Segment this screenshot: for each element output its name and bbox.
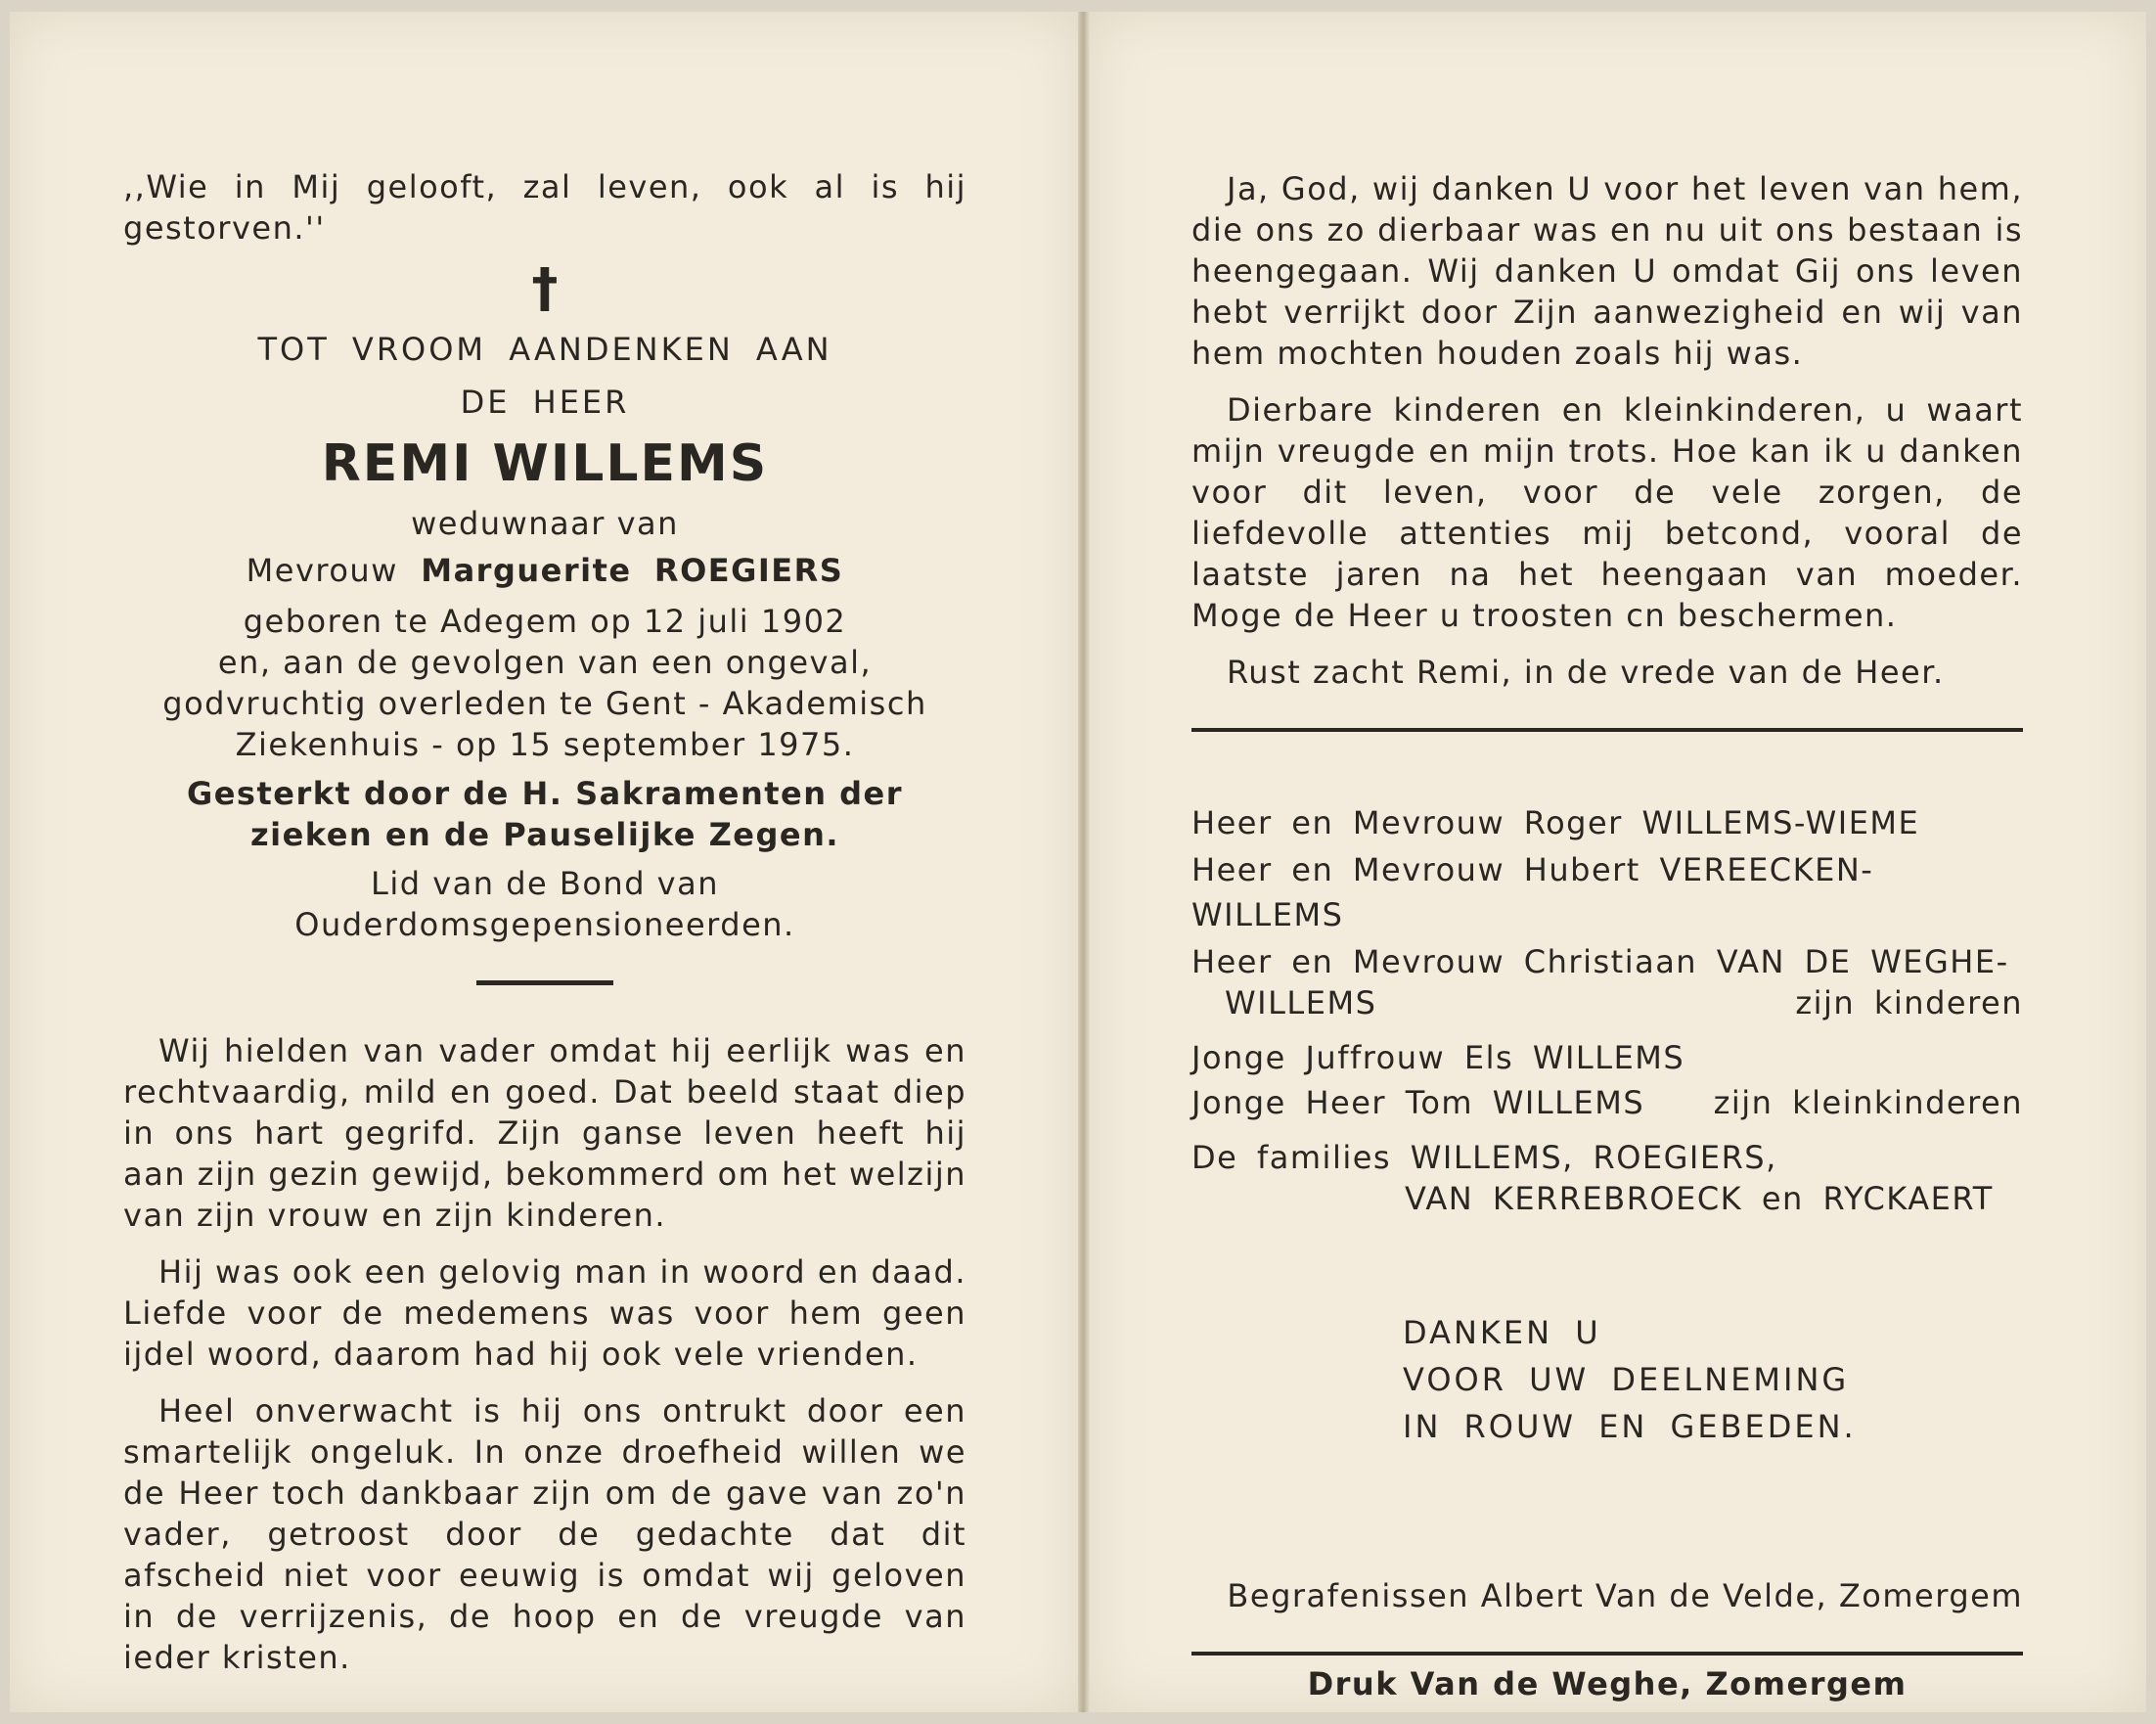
left-paragraph-1: Wij hielden van vader omdat hij eerlijk was en rechtvaardig, mild en goed. Dat beeld staat diep in ons hart gegrifd. Zijn ganse leven heeft hij aan zijn gezin gewijd, bekommerd om het welzijn van zijn vrouw en zijn kinderen. <box>123 1032 966 1234</box>
relation-label: zijn kinderen <box>1795 984 2023 1021</box>
family-member: Heer en Mevrouw Hubert VEREECKEN-WILLEMS <box>1191 851 1874 933</box>
family-line <box>1191 1035 2023 1080</box>
spouse-firstname: Marguerite <box>421 552 632 589</box>
right-paragraph-3: Rust zacht Remi, in de vrede van de Heer. <box>1227 654 1945 691</box>
title-heading: DE HEER <box>460 384 630 421</box>
divider <box>476 980 613 985</box>
divider <box>1191 728 2023 732</box>
funeral-home: Begrafenissen Albert Van de Velde, Zomergem <box>1227 1577 2023 1614</box>
family-member: De families WILLEMS, ROEGIERS, <box>1191 1139 1777 1176</box>
card-fold <box>1078 12 1090 1712</box>
birth-line-2: en, aan de gevolgen van een ongeval, <box>217 644 873 681</box>
deceased-name: REMI WILLEMS <box>321 434 769 493</box>
left-column <box>123 166 966 1694</box>
birth-line-4: Ziekenhuis - op 15 september 1975. <box>235 726 855 763</box>
family-line <box>1191 1135 2023 1180</box>
left-paragraph-3: Heel onverwacht is hij ons ontrukt door een smartelijk ongeluk. In onze droefheid willen we de Heer toch dankbaar zijn om de gave van zo'n vader, getroost door de gedachte dat dit afscheid niet voor eeuwig is omdat wij geloven in de verrijzenis, de hoop en de vreugde van ieder kristen. <box>123 1392 966 1676</box>
left-paragraph-2: Hij was ook een gelovig man in woord en daad. Liefde voor de medemens was voor hem geen ijdel woord, daarom had hij ook vele vrienden. <box>123 1253 966 1373</box>
thanks-line: IN ROUW EN GEBEDEN. <box>1403 1408 1857 1445</box>
spouse-lastname: ROEGIERS <box>653 552 844 589</box>
member-text: Lid van de Bond van Ouderdomsgepensioneerden. <box>294 865 795 943</box>
thanks-block <box>1403 1309 2023 1450</box>
thanks-line: VOOR UW DEELNEMING <box>1403 1361 1850 1398</box>
family-line <box>1191 1080 2023 1125</box>
spouse-line <box>123 550 966 591</box>
thanks-line: DANKEN U <box>1403 1314 1601 1351</box>
birth-line-1: geboren te Adegem op 12 juli 1902 <box>243 603 847 640</box>
right-column <box>1191 168 2023 1704</box>
family-line <box>1191 800 2023 845</box>
widower-text: weduwnaar van <box>411 505 679 542</box>
family-line <box>1191 847 2023 937</box>
family-line <box>1191 1176 2023 1221</box>
family-member: Heer en Mevrouw Christiaan VAN DE WEGHE- <box>1191 943 2009 980</box>
family-list <box>1191 800 2023 1221</box>
family-line <box>1191 980 2023 1025</box>
bible-quote: ,,Wie in Mij gelooft, zal leven, ook al is hij gestorven.'' <box>123 168 966 247</box>
relation-label: zijn kleinkinderen <box>1713 1084 2023 1121</box>
family-member: Heer en Mevrouw Roger WILLEMS-WIEME <box>1191 804 1920 841</box>
cross-icon: † <box>531 257 559 319</box>
birth-line-3: godvruchtig overleden te Gent - Akademisch <box>162 685 927 722</box>
left-page <box>10 12 1078 1712</box>
family-member: WILLEMS <box>1225 984 1377 1021</box>
family-member: Jonge Heer Tom WILLEMS <box>1191 1084 1645 1121</box>
sacraments-text: Gesterkt door de H. Sakramenten der zieken en de Pauselijke Zegen. <box>186 775 904 853</box>
printer-credit: Druk Van de Weghe, Zomergem <box>1307 1665 1908 1702</box>
divider <box>1191 1652 2023 1656</box>
family-member: Jonge Juffrouw Els WILLEMS <box>1191 1039 1685 1076</box>
family-member: VAN KERREBROECK en RYCKAERT <box>1405 1180 1994 1217</box>
right-paragraph-1: Ja, God, wij danken U voor het leven van hem, die ons zo dierbaar was en nu uit ons bestaan is heengegaan. Wij danken U omdat Gij ons leven hebt verrijkt door Zijn aanwezigheid en wij van hem mochten houden zoals hij was. <box>1191 170 2023 372</box>
right-page <box>1090 12 2146 1712</box>
spouse-title: Mevrouw <box>246 552 398 589</box>
memorial-heading: TOT VROOM AANDENKEN AAN <box>257 331 832 368</box>
family-line <box>1191 939 2023 984</box>
right-paragraph-2: Dierbare kinderen en kleinkinderen, u waart mijn vreugde en mijn trots. Hoe kan ik u danken voor dit leven, voor de vele zorgen, de liefdevolle attenties mij betcond, vooral de laatste jaren na het heengaan van moeder. Moge de Heer u troosten cn beschermen. <box>1191 391 2023 634</box>
